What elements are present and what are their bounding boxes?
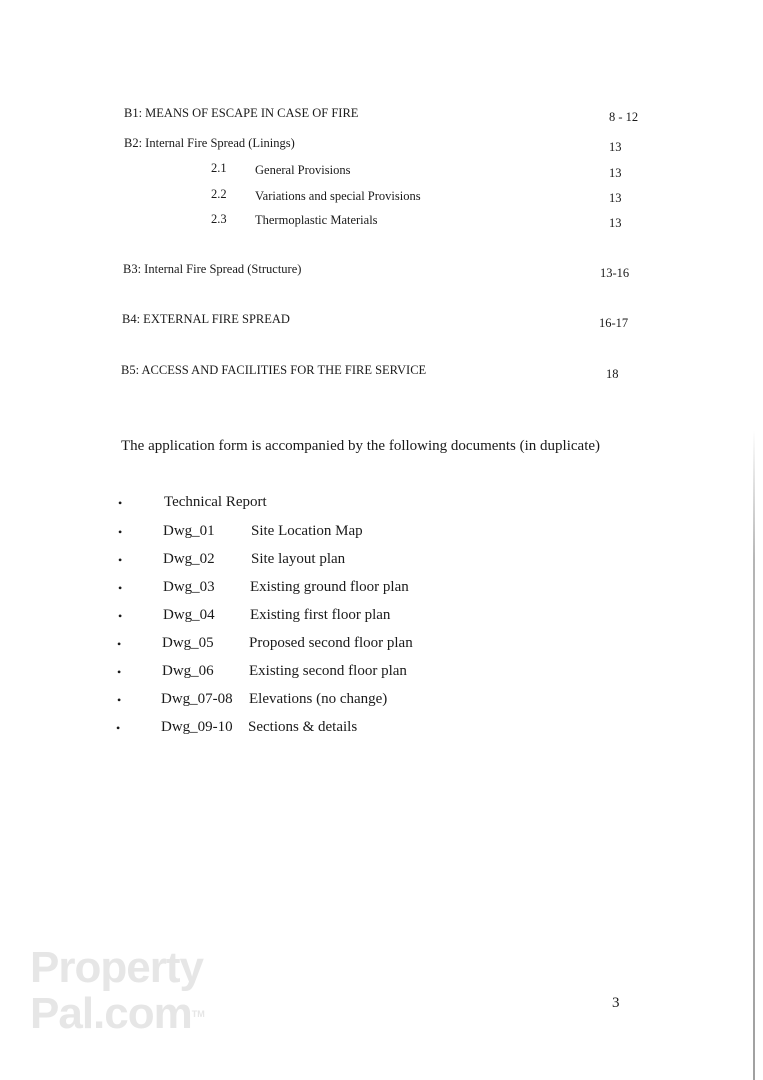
toc-b2-sub3-number: 2.3: [211, 212, 227, 226]
document-description: Proposed second floor plan: [249, 635, 413, 651]
document-code: Dwg_04: [163, 607, 215, 623]
watermark-line2: Pal.comTM: [30, 989, 205, 1038]
document-code: Dwg_09-10: [161, 719, 233, 735]
toc-b2-sub3-page: 13: [609, 216, 622, 230]
list-item: [0, 607, 763, 627]
document-code: Dwg_07-08: [161, 691, 233, 707]
list-item: [0, 523, 763, 543]
watermark-line1: Property: [30, 943, 203, 992]
bullet: •: [118, 525, 123, 539]
toc-b2-page: 13: [609, 140, 622, 154]
bullet: •: [116, 721, 121, 735]
page-number: 3: [612, 995, 620, 1011]
toc-b5-page: 18: [606, 367, 619, 381]
toc-b2-sub2-label: Variations and special Provisions: [255, 189, 421, 203]
document-description: Site Location Map: [251, 523, 363, 539]
document-code: Technical Report: [164, 494, 267, 510]
bullet: •: [118, 609, 123, 623]
document-description: Existing first floor plan: [250, 607, 391, 623]
toc-b2-sub1-number: 2.1: [211, 161, 227, 175]
list-item: [0, 579, 763, 599]
list-item: [0, 551, 763, 571]
documents-intro: The application form is accompanied by the following documents (in duplicate): [121, 438, 601, 454]
toc-b2-sub2-number: 2.2: [211, 187, 227, 201]
watermark-tm: TM: [191, 1009, 205, 1019]
list-item: [0, 691, 763, 711]
document-code: Dwg_02: [163, 551, 215, 567]
toc-b3-heading: B3: Internal Fire Spread (Structure): [123, 262, 302, 276]
toc-b1-page: 8 - 12: [609, 110, 639, 124]
toc-b3-page: 13-16: [600, 266, 630, 280]
toc-b4-heading: B4: EXTERNAL FIRE SPREAD: [122, 312, 290, 326]
list-item: [0, 719, 763, 739]
document-code: Dwg_05: [162, 635, 214, 651]
bullet: •: [118, 496, 123, 510]
document-description: Existing second floor plan: [249, 663, 407, 679]
toc-b2-sub1-page: 13: [609, 166, 622, 180]
list-item: [0, 494, 763, 514]
toc-b5-heading: B5: ACCESS AND FACILITIES FOR THE FIRE SERVICE: [121, 363, 427, 377]
bullet: •: [117, 693, 122, 707]
document-code: Dwg_03: [163, 579, 215, 595]
toc-b2-heading: B2: Internal Fire Spread (Linings): [124, 136, 295, 150]
document-code: Dwg_06: [162, 663, 214, 679]
document-code: Dwg_01: [163, 523, 215, 539]
bullet: •: [118, 581, 123, 595]
toc-b2-sub2-page: 13: [609, 191, 622, 205]
document-description: Existing ground floor plan: [250, 579, 409, 595]
list-item: [0, 663, 763, 683]
bullet: •: [117, 665, 122, 679]
bullet: •: [117, 637, 122, 651]
document-description: Sections & details: [248, 719, 358, 735]
toc-b2-sub1-label: General Provisions: [255, 163, 351, 177]
list-item: [0, 635, 763, 655]
toc-b2-sub3-label: Thermoplastic Materials: [255, 213, 378, 227]
toc-b1-heading: B1: MEANS OF ESCAPE IN CASE OF FIRE: [124, 106, 359, 120]
propertypal-watermark-logo: [30, 945, 205, 1037]
toc-b4-page: 16-17: [599, 316, 629, 330]
bullet: •: [118, 553, 123, 567]
document-description: Elevations (no change): [249, 691, 388, 707]
document-description: Site layout plan: [251, 551, 346, 567]
